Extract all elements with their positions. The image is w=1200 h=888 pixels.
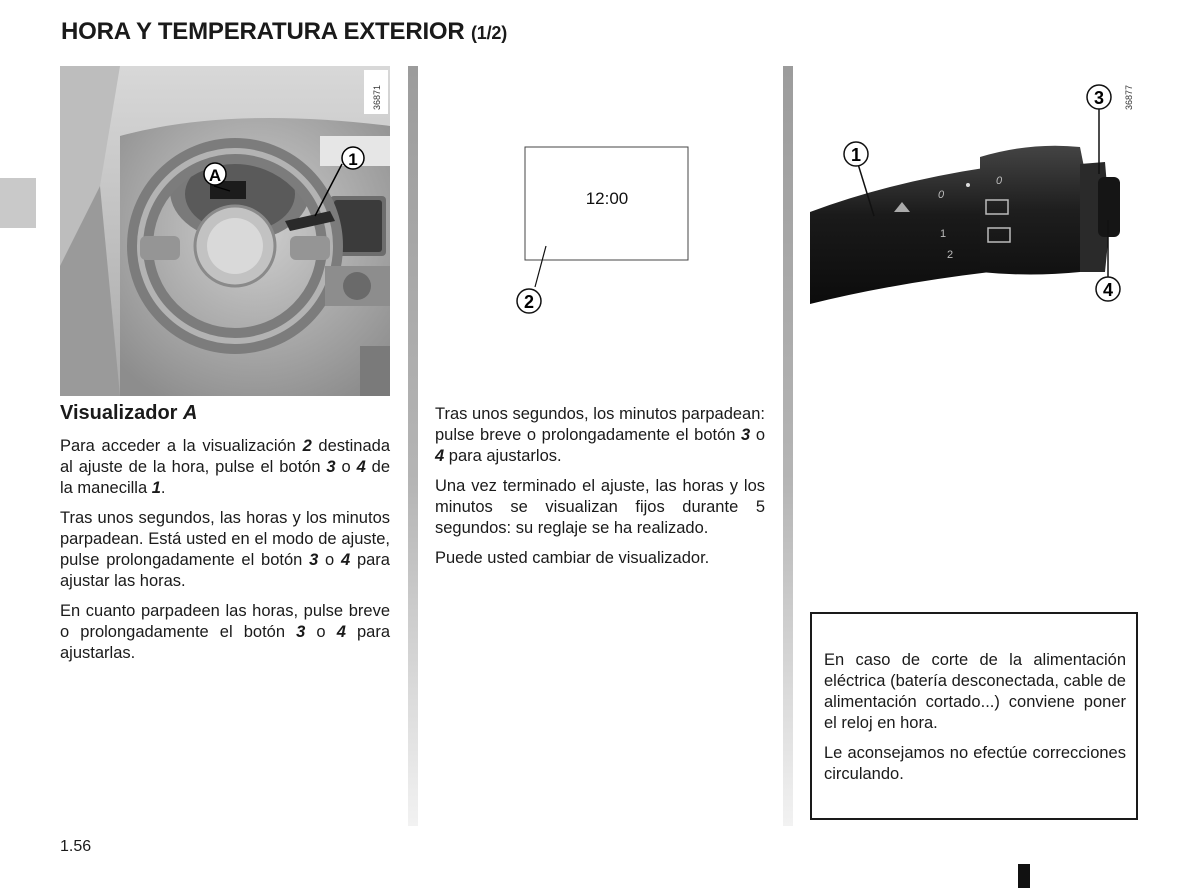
stalk-mark-1: 1 bbox=[940, 228, 947, 240]
text-run: para ajustar las horas. bbox=[60, 551, 390, 590]
ref-number: 3 bbox=[741, 426, 751, 444]
callout-2: 2 bbox=[523, 292, 535, 312]
col1-paragraph-1 bbox=[60, 436, 390, 499]
chapter-tab bbox=[0, 178, 36, 228]
text-run: . bbox=[160, 479, 166, 497]
stalk-mark-3: 0 bbox=[996, 175, 1003, 187]
column-divider-right bbox=[783, 66, 793, 826]
stalk-callout-1: 1 bbox=[850, 145, 862, 165]
cockpit-figure bbox=[60, 66, 390, 396]
callout-a: A bbox=[208, 166, 222, 185]
text-run: para ajustarlas. bbox=[60, 623, 390, 662]
col1-paragraph-3 bbox=[60, 601, 390, 664]
ref-number: 4 bbox=[336, 623, 346, 641]
stalk-mark-2: 2 bbox=[947, 249, 954, 261]
title-text: HORA Y TEMPERATURA EXTERIOR bbox=[61, 18, 465, 45]
text-run: o bbox=[318, 551, 341, 569]
page-edge-marker bbox=[1018, 864, 1030, 888]
callout-1: 1 bbox=[348, 150, 358, 169]
display-figure bbox=[500, 140, 700, 325]
stalk-callout-3: 3 bbox=[1093, 88, 1105, 108]
figure-ref: 36871 bbox=[372, 84, 382, 110]
text-run: o bbox=[750, 426, 766, 444]
display-time: 12:00 bbox=[585, 189, 629, 208]
section-heading bbox=[60, 402, 197, 425]
ref-number: 4 bbox=[356, 458, 366, 476]
column-1-text bbox=[60, 436, 390, 673]
note-paragraph-2: Le aconsejamos no efectúe correcciones circulando. bbox=[824, 744, 1126, 783]
heading-text: Visualizador bbox=[60, 402, 178, 424]
heading-letter: A bbox=[183, 402, 198, 424]
stalk-figure bbox=[810, 72, 1150, 312]
page-number: 1.56 bbox=[60, 838, 92, 855]
col2-paragraph-1 bbox=[435, 404, 765, 467]
note-paragraph-1: En caso de corte de la alimentación eléctrica (batería desconectada, cable de alimentación cortado...) conviene poner el reloj en hora. bbox=[824, 651, 1126, 732]
text-run: para ajustarlos. bbox=[444, 447, 562, 465]
text-run: o bbox=[335, 458, 357, 476]
stalk-mark-0: 0 bbox=[938, 189, 945, 201]
ref-number: 4 bbox=[341, 551, 351, 569]
text-run: En cuanto parpadeen las horas, pulse breve o prolongadamente el botón bbox=[60, 602, 390, 641]
ref-number: 3 bbox=[326, 458, 336, 476]
ref-number: 3 bbox=[309, 551, 319, 569]
column-2-text bbox=[435, 404, 765, 578]
title-part: (1/2) bbox=[471, 23, 508, 43]
page-title bbox=[61, 18, 507, 46]
ref-number: 4 bbox=[435, 447, 445, 465]
ref-number: 2 bbox=[302, 437, 312, 455]
text-run: de la manecilla bbox=[60, 458, 390, 497]
col1-paragraph-2 bbox=[60, 508, 390, 592]
ref-number: 1 bbox=[151, 479, 161, 497]
col2-paragraph-2: Una vez terminado el ajuste, las horas y los minutos se visualizan fijos durante 5 segundos: su reglaje se ha realizado. bbox=[435, 477, 765, 537]
ref-number: 3 bbox=[296, 623, 306, 641]
text-run: Tras unos segundos, los minutos parpadean: pulse breve o prolongadamente el botón bbox=[435, 405, 765, 444]
text-run: Para acceder a la visualización bbox=[60, 437, 303, 455]
figure-ref-2: 36877 bbox=[1124, 84, 1134, 110]
stalk-callout-4: 4 bbox=[1102, 280, 1114, 300]
text-run: o bbox=[305, 623, 337, 641]
note-text bbox=[824, 650, 1126, 794]
text-run: Tras unos segundos, las horas y los minutos parpadean. Está usted en el modo de ajuste, pulse prolongadamente el botón bbox=[60, 509, 390, 569]
column-divider-left bbox=[408, 66, 418, 826]
text-run: destinada al ajuste de la hora, pulse el botón bbox=[60, 437, 390, 476]
col2-paragraph-3: Puede usted cambiar de visualizador. bbox=[435, 549, 710, 567]
